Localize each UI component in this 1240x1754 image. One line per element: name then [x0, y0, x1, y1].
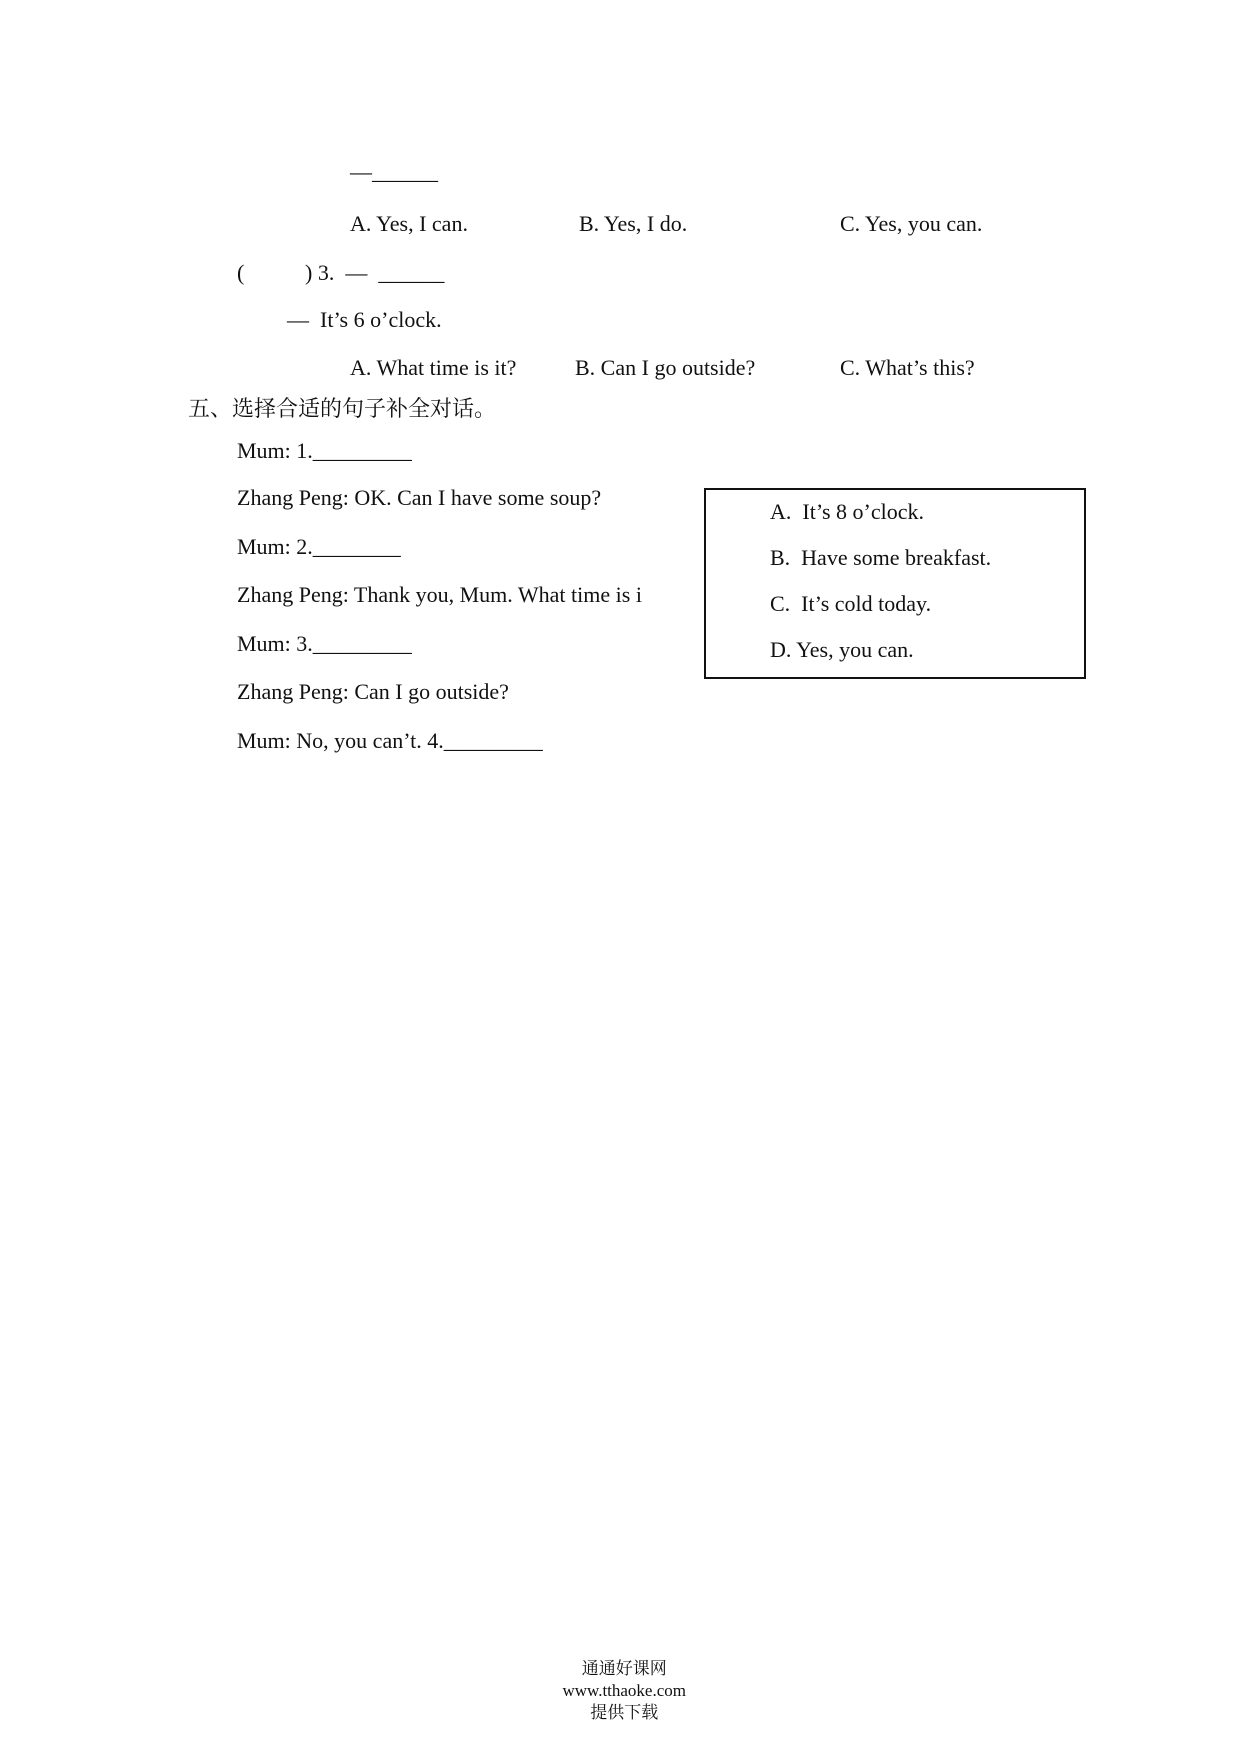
dialogue-line-1: Mum: 1._________ [237, 438, 412, 463]
choice-b: B. Have some breakfast. [770, 545, 992, 570]
section5-heading: 五、选择合适的句子补全对话。 [188, 397, 497, 422]
dialogue-line-7: Mum: No, you can’t. 4._________ [237, 728, 543, 753]
q2-option-b: B. Yes, I do. [579, 211, 688, 236]
q3-response: — It’s 6 o’clock. [287, 307, 442, 332]
choice-d: D. Yes, you can. [770, 637, 914, 662]
q3-prompt: ) 3. — ______ [305, 260, 445, 285]
q3-option-b: B. Can I go outside? [575, 355, 756, 380]
q3-bracket-open: ( [237, 260, 245, 285]
q2-option-c: C. Yes, you can. [840, 211, 983, 236]
dialogue-line-3: Mum: 2.________ [237, 534, 401, 559]
q2-answer-blank: —______ [350, 159, 438, 184]
q3-option-a: A. What time is it? [350, 355, 517, 380]
dialogue-line-5: Mum: 3._________ [237, 631, 412, 656]
footer-suffix: 提供下载 [590, 1703, 659, 1723]
dialogue-line-4: Zhang Peng: Thank you, Mum. What time is i [237, 582, 642, 607]
choices-box [704, 488, 1086, 679]
dialogue-line-2: Zhang Peng: OK. Can I have some soup? [237, 485, 602, 510]
dialogue-line-6: Zhang Peng: Can I go outside? [237, 679, 509, 704]
q3-option-c: C. What’s this? [840, 355, 975, 380]
q2-option-a: A. Yes, I can. [350, 211, 468, 236]
footer-url[interactable]: www.tthaoke.com [562, 1681, 687, 1700]
footer-site-name: 通通好课网 [581, 1659, 667, 1679]
choice-a: A. It’s 8 o’clock. [770, 499, 924, 524]
page-footer [0, 1636, 1240, 1724]
choice-c: C. It’s cold today. [770, 591, 932, 616]
